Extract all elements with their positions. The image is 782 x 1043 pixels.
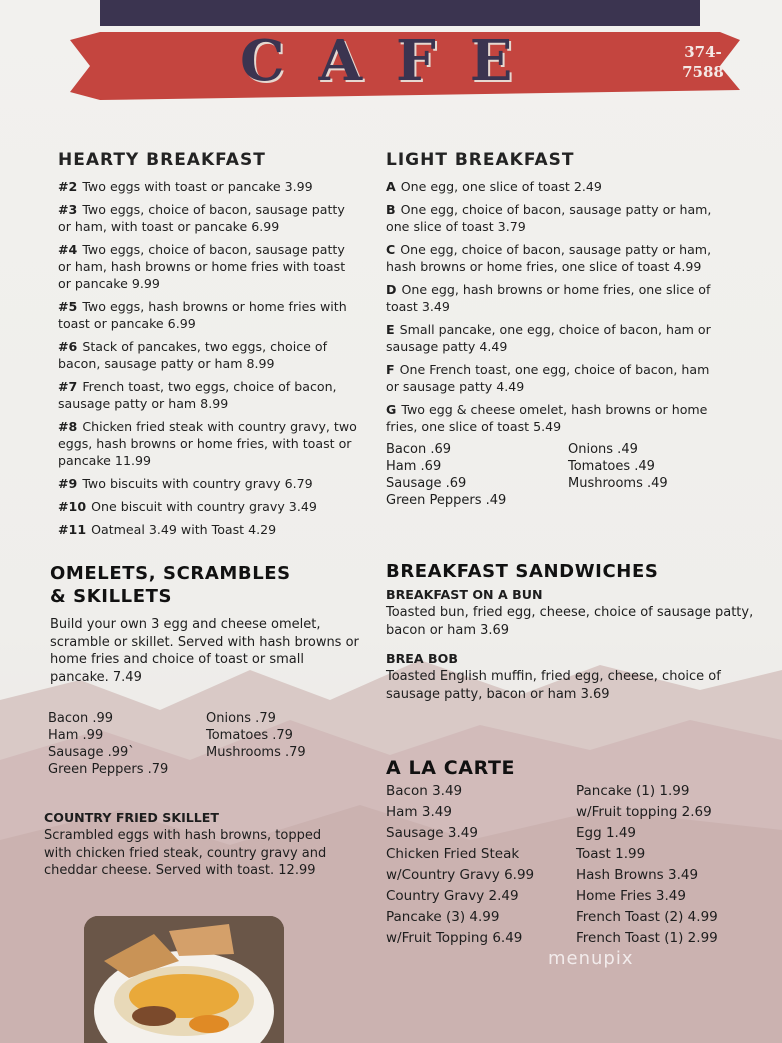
sandwich-description: Toasted bun, fried egg, cheese, choice of sausage patty, bacon or ham 3.69	[386, 605, 754, 638]
light-item-text: One egg, hash browns or home fries, one slice of toast 3.49	[386, 282, 711, 314]
skillet-plate-image	[84, 916, 284, 1043]
omelet-addon-item: Tomatoes .79	[206, 728, 293, 743]
hearty-item-text: Oatmeal 3.49 with Toast 4.29	[91, 522, 277, 537]
carte-item: Chicken Fried Steak	[386, 846, 520, 862]
carte-item: Home Fries 3.49	[576, 888, 686, 904]
a-la-carte-grid	[386, 781, 776, 949]
light-addon-item: Bacon .69	[386, 442, 452, 457]
hearty-item-text: French toast, two eggs, choice of bacon, sausage patty or ham 8.99	[58, 379, 337, 411]
light-item	[386, 201, 726, 235]
carte-right-column	[576, 781, 776, 949]
hearty-item	[58, 521, 358, 538]
light-breakfast-list	[386, 178, 726, 435]
light-item-text: One egg, choice of bacon, sausage patty or ham, hash browns or home fries, one slice of toast 4.99	[386, 242, 712, 274]
carte-item: Country Gravy 2.49	[386, 888, 519, 904]
hearty-item-number: #7	[58, 379, 78, 394]
omelet-addon-item: Onions .79	[206, 711, 276, 726]
light-breakfast-heading: LIGHT BREAKFAST	[386, 150, 575, 170]
sandwich-description: Toasted English muffin, fried egg, cheese, choice of sausage patty, bacon or ham 3.69	[386, 669, 721, 702]
hearty-item-text: One biscuit with country gravy 3.49	[91, 499, 317, 514]
hearty-item	[58, 241, 358, 292]
phone-number	[663, 42, 743, 82]
carte-item: Pancake (1) 1.99	[576, 783, 690, 799]
light-addon-item: Ham .69	[386, 459, 442, 474]
phone-line-2: 7588	[682, 63, 724, 81]
light-addon-item: Tomatoes .49	[568, 459, 655, 474]
light-addon-item: Mushrooms .49	[568, 476, 668, 491]
carte-item: French Toast (2) 4.99	[576, 909, 718, 925]
carte-item: w/Country Gravy 6.99	[386, 867, 535, 883]
omelets-section	[50, 562, 360, 686]
light-item-number: D	[386, 282, 397, 297]
hearty-item-number: #8	[58, 419, 78, 434]
carte-item: w/Fruit topping 2.69	[576, 804, 712, 820]
carte-item: French Toast (1) 2.99	[576, 930, 718, 946]
light-item-number: C	[386, 242, 396, 257]
hearty-item	[58, 378, 358, 412]
omelets-heading-line1: OMELETS, SCRAMBLES	[50, 563, 291, 584]
light-item	[386, 241, 726, 275]
light-addons-right	[568, 441, 718, 509]
a-la-carte-heading: A LA CARTE	[386, 757, 516, 779]
hearty-item-number: #2	[58, 179, 78, 194]
hearty-item-number: #10	[58, 499, 87, 514]
light-item	[386, 178, 726, 195]
hearty-item	[58, 418, 358, 469]
hearty-item-text: Two biscuits with country gravy 6.79	[82, 476, 313, 491]
hearty-item-text: Stack of pancakes, two eggs, choice of bacon, sausage patty or ham 8.99	[58, 339, 328, 371]
light-item	[386, 281, 726, 315]
carte-item: Egg 1.49	[576, 825, 637, 841]
skillet-title: COUNTRY FRIED SKILLET	[44, 810, 220, 825]
hearty-item	[58, 338, 358, 372]
light-item	[386, 361, 726, 395]
hearty-item	[58, 298, 358, 332]
light-addon-item: Sausage .69	[386, 476, 467, 491]
carte-item: Pancake (3) 4.99	[386, 909, 500, 925]
hearty-item-number: #6	[58, 339, 78, 354]
hearty-item-text: Two eggs, choice of bacon, sausage patty or ham, with toast or pancake 6.99	[58, 202, 345, 234]
light-item-text: Small pancake, one egg, choice of bacon, ham or sausage patty 4.49	[386, 322, 711, 354]
food-photo	[84, 916, 284, 1043]
hearty-item-number: #4	[58, 242, 78, 257]
carte-item: Hash Browns 3.49	[576, 867, 699, 883]
carte-item: Ham 3.49	[386, 804, 452, 820]
omelet-addon-item: Bacon .99	[48, 711, 114, 726]
hearty-item-number: #11	[58, 522, 87, 537]
carte-item: Bacon 3.49	[386, 783, 463, 799]
omelet-addon-item: Mushrooms .79	[206, 745, 306, 760]
omelets-addons-right	[206, 710, 356, 778]
cafe-banner	[60, 0, 740, 110]
light-breakfast-section	[386, 150, 726, 509]
breakfast-sandwiches-section	[386, 560, 756, 703]
sandwich-name: BREAKFAST ON A BUN	[386, 587, 543, 602]
light-addon-item: Onions .49	[568, 442, 638, 457]
cafe-title: CAFE	[240, 28, 547, 94]
sandwiches-heading: BREAKFAST SANDWICHES	[386, 561, 659, 582]
omelets-addons-left	[48, 710, 206, 778]
light-addons-left	[386, 441, 568, 509]
hearty-item	[58, 498, 358, 515]
a-la-carte-section	[386, 757, 766, 782]
hearty-item-number: #3	[58, 202, 78, 217]
sandwich-name: BREA BOB	[386, 651, 458, 666]
carte-item: Toast 1.99	[576, 846, 646, 862]
omelet-addon-item: Ham .99	[48, 728, 104, 743]
light-item-number: B	[386, 202, 396, 217]
hearty-item	[58, 178, 358, 195]
light-item-number: E	[386, 322, 395, 337]
carte-item: w/Fruit Topping 6.49	[386, 930, 523, 946]
watermark: menupix	[548, 948, 634, 969]
carte-item: Sausage 3.49	[386, 825, 478, 841]
hearty-item	[58, 201, 358, 235]
light-item-text: Two egg & cheese omelet, hash browns or home fries, one slice of toast 5.49	[386, 402, 708, 434]
omelets-addons	[48, 710, 368, 778]
light-item	[386, 321, 726, 355]
hearty-item-text: Chicken fried steak with country gravy, two eggs, hash browns or home fries, with toast or pancake 11.99	[58, 419, 357, 468]
omelets-heading-line2: & SKILLETS	[50, 586, 173, 607]
hearty-item-number: #5	[58, 299, 78, 314]
light-addon-item: Green Peppers .49	[386, 493, 507, 508]
omelet-addon-item: Sausage .99`	[48, 745, 135, 760]
hearty-item	[58, 475, 358, 492]
light-item-text: One egg, choice of bacon, sausage patty or ham, one slice of toast 3.79	[386, 202, 712, 234]
carte-left-column	[386, 781, 576, 949]
omelet-addon-item: Green Peppers .79	[48, 762, 169, 777]
light-item	[386, 401, 726, 435]
hearty-breakfast-section	[58, 150, 358, 544]
hearty-breakfast-heading: HEARTY BREAKFAST	[58, 150, 266, 170]
hearty-breakfast-list	[58, 178, 358, 538]
hearty-item-number: #9	[58, 476, 78, 491]
light-item-number: F	[386, 362, 395, 377]
light-item-text: One egg, one slice of toast 2.49	[400, 179, 602, 194]
skillet-description: Scrambled eggs with hash browns, topped with chicken fried steak, country gravy and cheddar cheese. Served with toast. 12.99	[44, 828, 327, 878]
phone-line-1: 374-	[684, 43, 722, 61]
hearty-item-text: Two eggs, choice of bacon, sausage patty or ham, hash browns or home fries with toast or pancake 9.99	[58, 242, 346, 291]
light-item-text: One French toast, one egg, choice of bacon, ham or sausage patty 4.49	[386, 362, 710, 394]
light-addons	[386, 441, 726, 509]
sandwiches-list	[386, 587, 756, 703]
light-item-number: A	[386, 179, 396, 194]
hearty-item-text: Two eggs with toast or pancake 3.99	[82, 179, 313, 194]
omelets-description: Build your own 3 egg and cheese omelet, scramble or skillet. Served with hash browns or home fries and choice of toast or small pancake. 7.49	[50, 617, 359, 685]
hearty-item-text: Two eggs, hash browns or home fries with toast or pancake 6.99	[58, 299, 347, 331]
country-fried-skillet	[44, 810, 344, 880]
light-item-number: G	[386, 402, 397, 417]
